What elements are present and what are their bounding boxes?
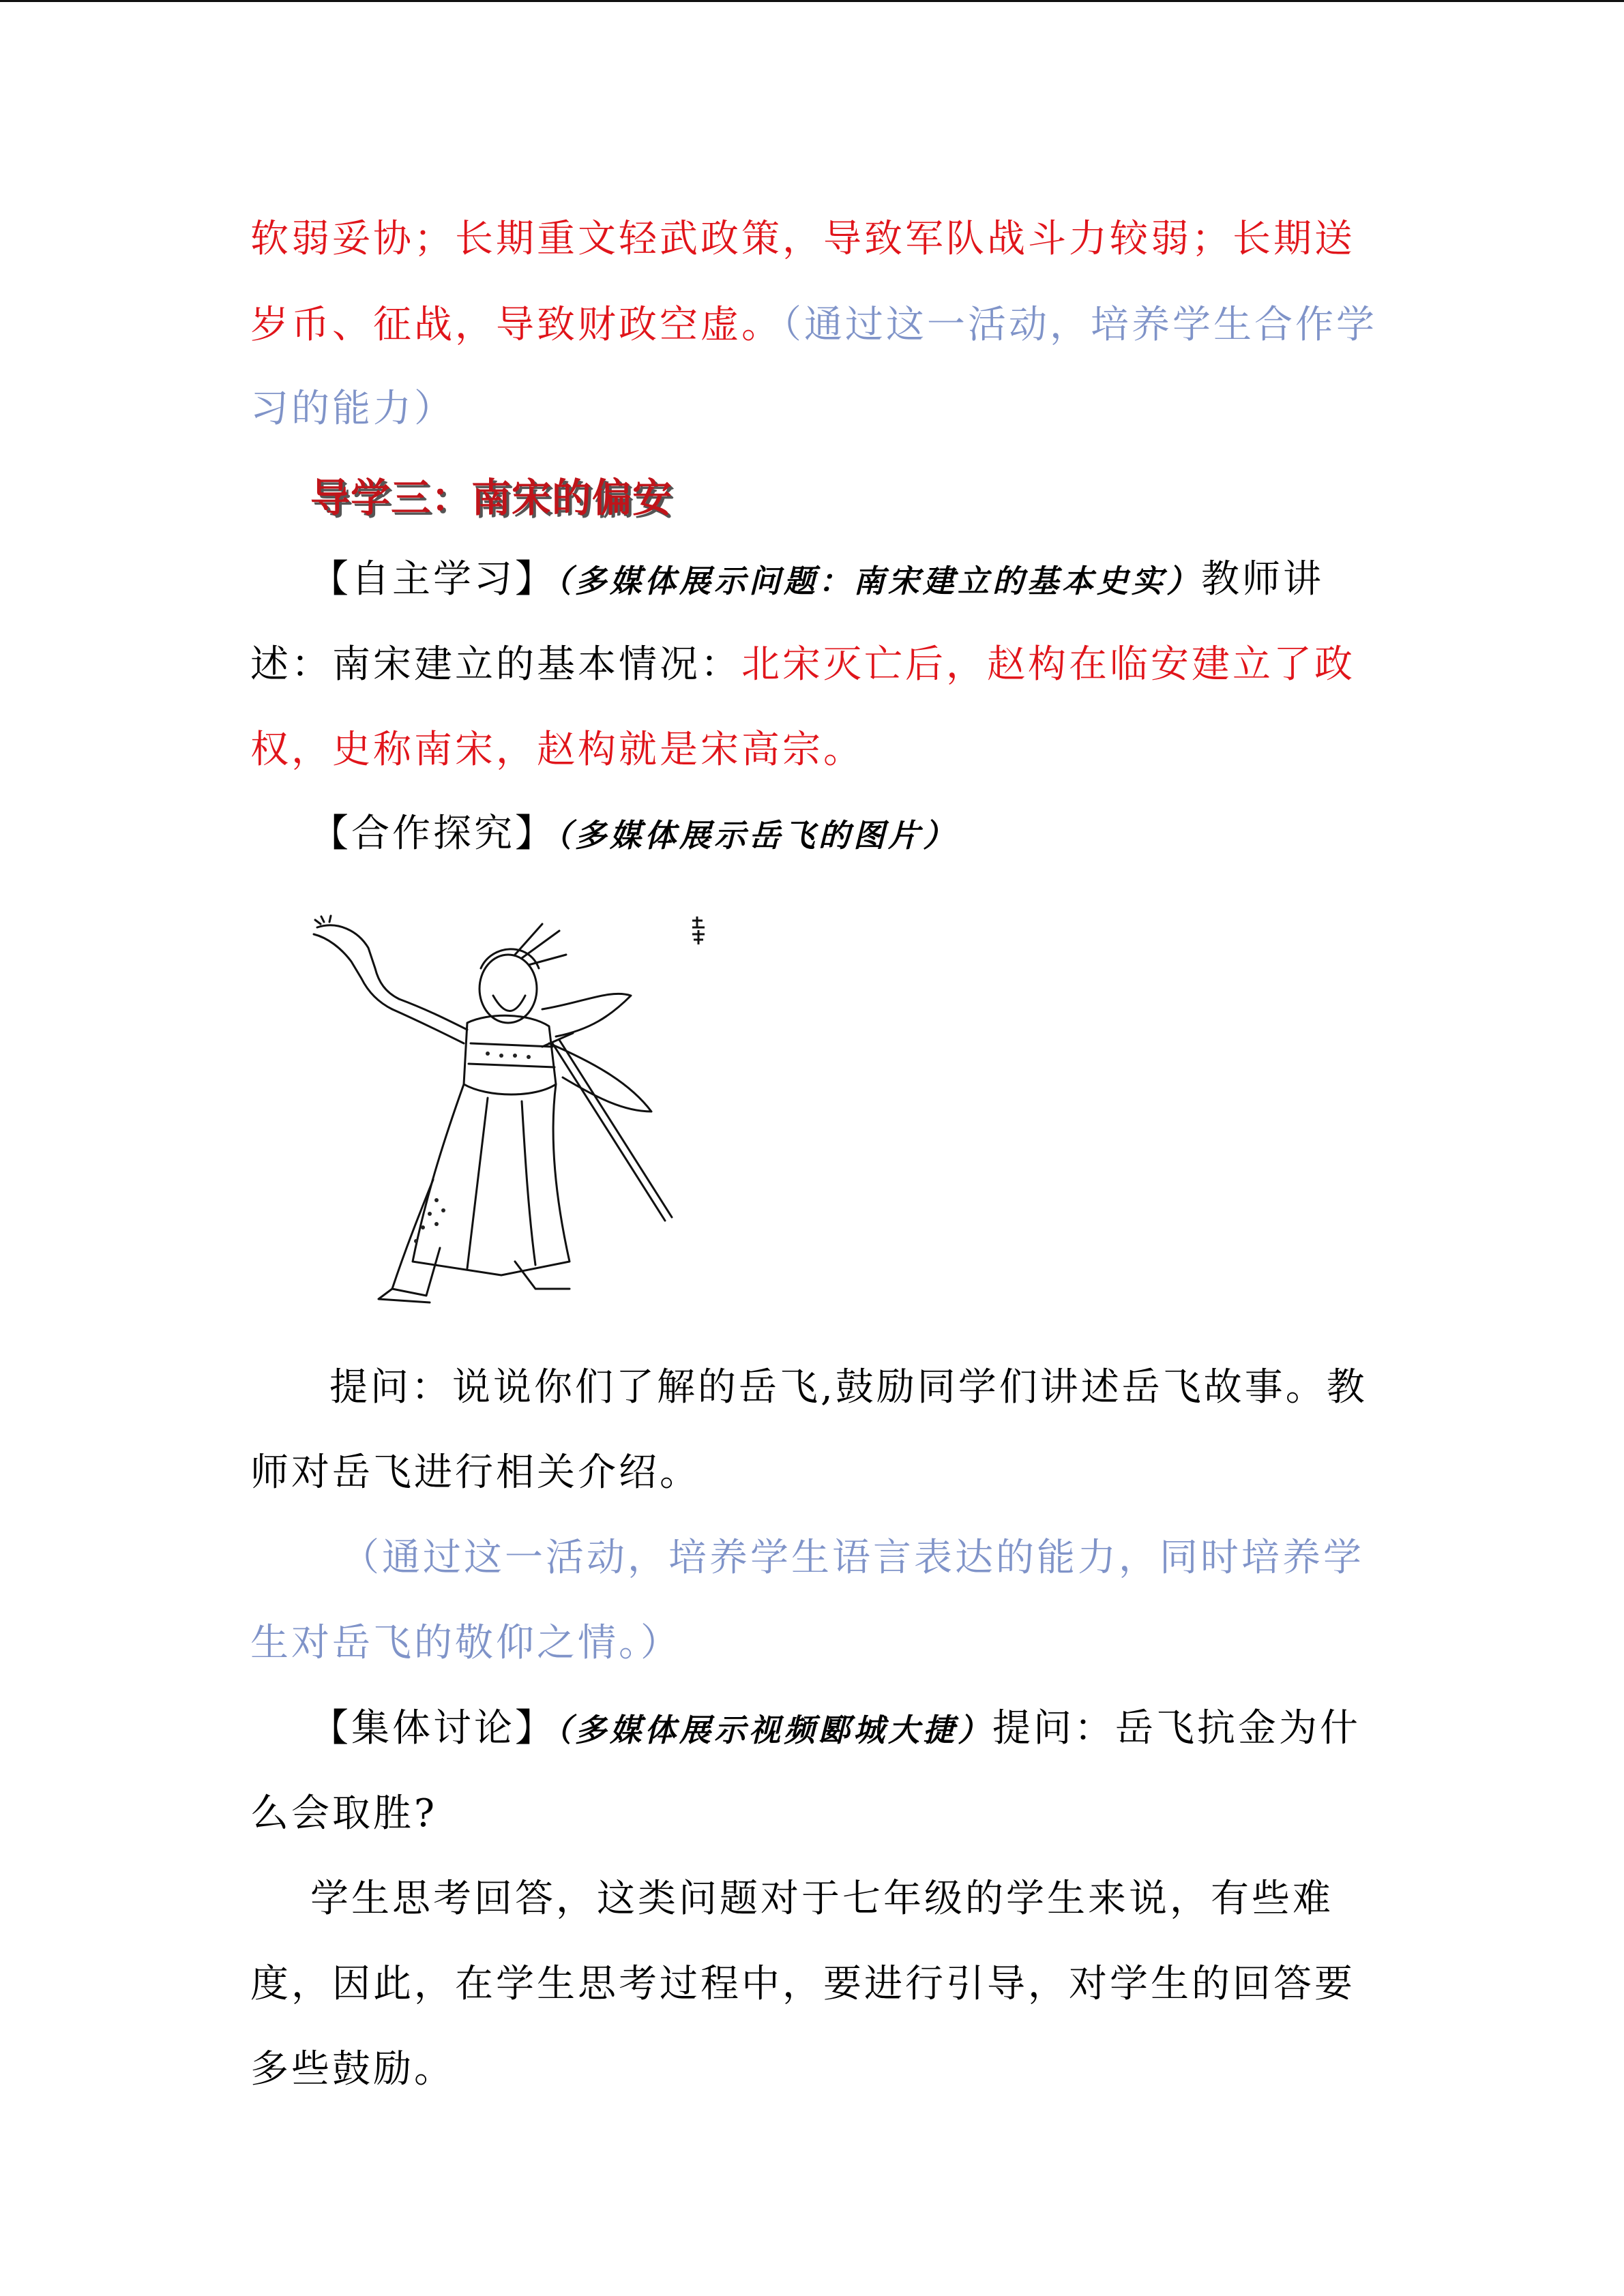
- group-line1-tail: 提问：岳飞抗金为什: [992, 1706, 1361, 1750]
- para1-line2-red: 岁币、征战，导致财政空虚。: [250, 303, 782, 347]
- para1-line2: [250, 301, 1377, 349]
- group-tag: 【集体讨论】: [310, 1706, 556, 1750]
- question-line2: 师对岳飞进行相关介绍。: [250, 1450, 700, 1495]
- answer-line2: 度，因此，在学生思考过程中，要进行引导，对学生的回答要: [250, 1962, 1355, 2006]
- para1-line1: 软弱妥协；长期重文轻武政策，导致军队战斗力较弱；长期送: [250, 217, 1355, 261]
- group-note: （多媒体展示视频郾城大捷）: [556, 1712, 992, 1748]
- coop-tag: 【合作探究】: [310, 811, 556, 856]
- self-study-note: （多媒体展示问题：南宋建立的基本史实）: [556, 563, 1201, 599]
- self-study-line2-black: 述：南宋建立的基本情况：: [250, 642, 741, 687]
- self-study-tag: 【自主学习】: [310, 557, 556, 601]
- coop-note: （多媒体展示岳飞的图片）: [556, 817, 958, 854]
- self-study-line2-red: 北宋灭亡后，赵构在临安建立了政: [741, 642, 1355, 687]
- para1-line3: 习的能力）: [250, 387, 455, 431]
- self-study-line1: [310, 556, 1324, 605]
- activity2-line1: （通过这一活动，培养学生语言表达的能力，同时培养学: [341, 1536, 1364, 1580]
- self-study-line1-tail: 教师讲: [1201, 557, 1324, 601]
- yue-fei-line-drawing-icon: [310, 907, 733, 1316]
- activity2-line2: 生对岳飞的敬仰之情。）: [250, 1621, 681, 1665]
- group-line1: [310, 1705, 1361, 1754]
- answer-line3: 多些鼓励。: [250, 2047, 455, 2091]
- yue-fei-figure: [310, 907, 733, 1316]
- self-study-line3: 权，史称南宋，赵构就是宋高宗。: [250, 728, 864, 772]
- self-study-line2: [250, 641, 1355, 689]
- answer-line1: 学生思考回答，这类问题对于七年级的学生来说，有些难: [310, 1877, 1333, 1921]
- question-line1: 提问：说说你们了解的岳飞,鼓励同学们讲述岳飞故事。教: [329, 1365, 1368, 1410]
- section-heading: 导学三：南宋的偏安: [310, 475, 673, 521]
- para1-line2-blue: （通过这一活动，培养学生合作学: [782, 303, 1377, 347]
- page-top-border: [0, 0, 1624, 2]
- group-line2: 么会取胜?: [250, 1791, 438, 1836]
- coop-line: [310, 810, 958, 859]
